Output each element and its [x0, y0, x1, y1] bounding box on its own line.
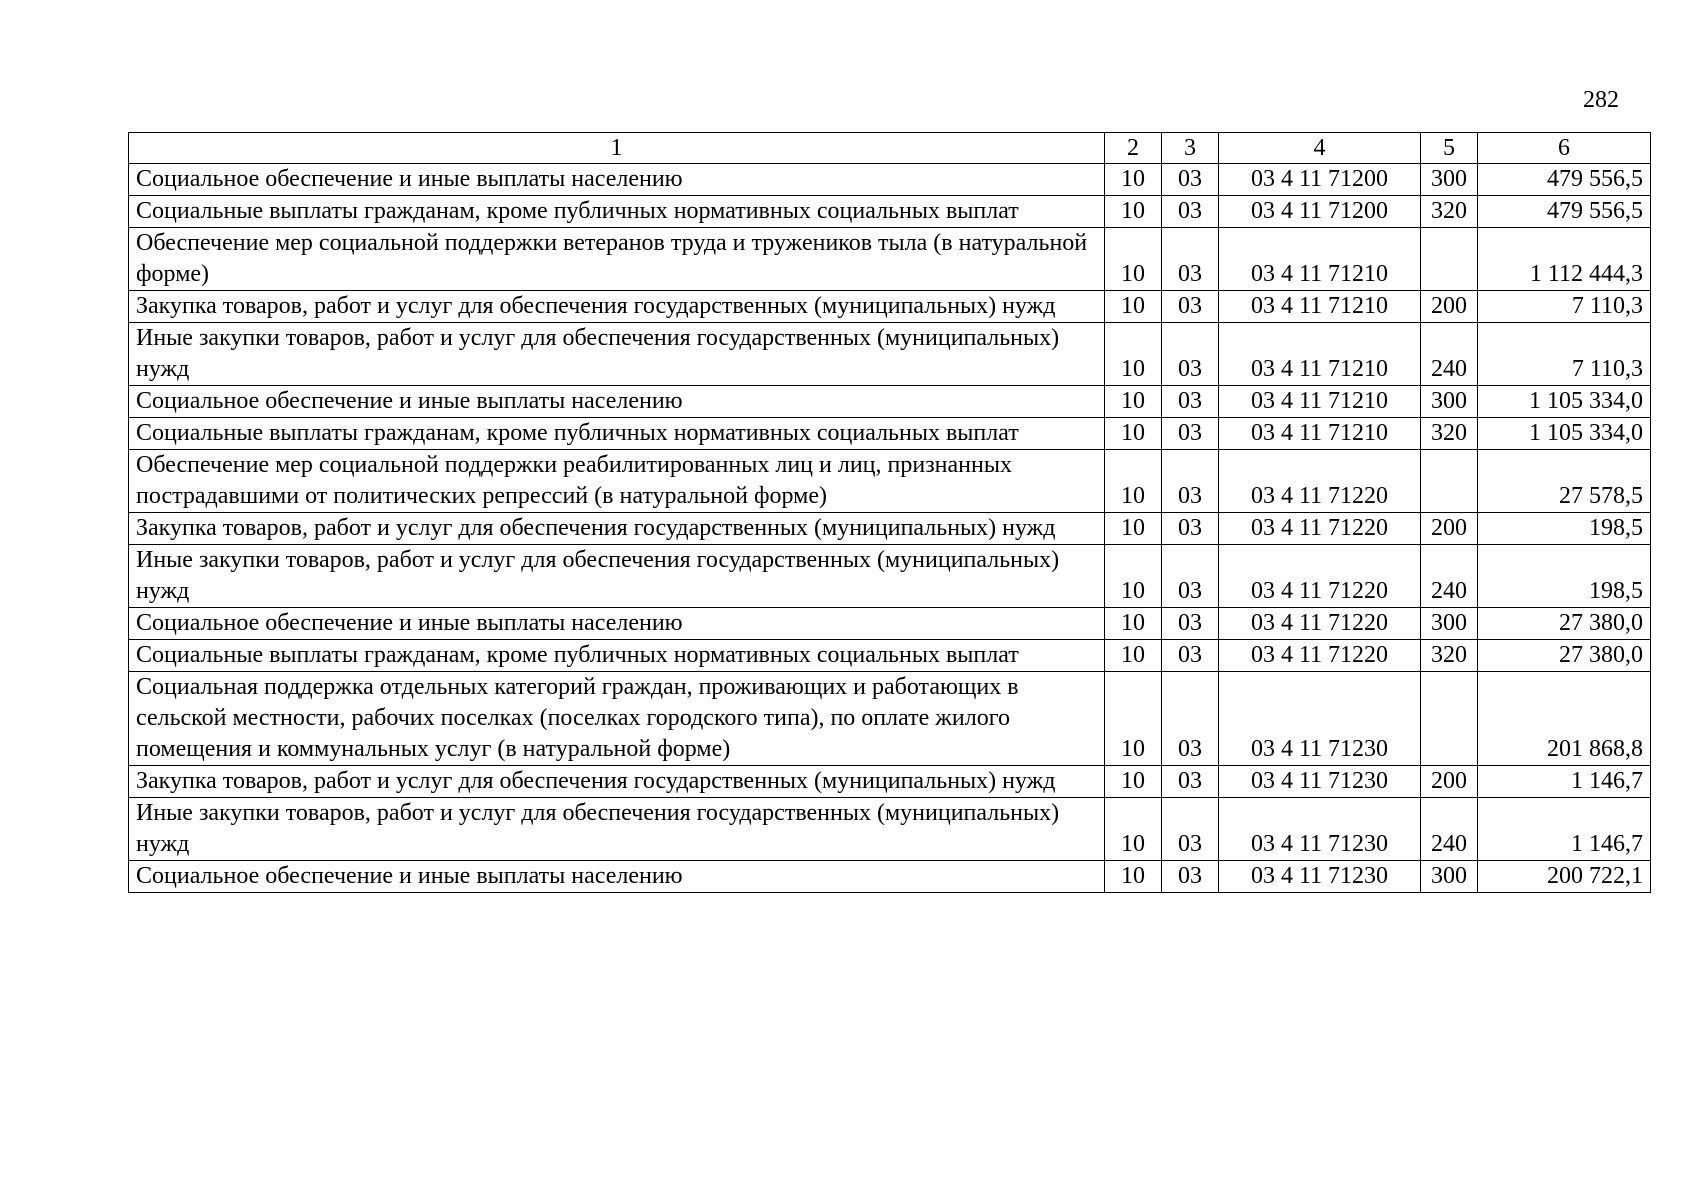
row-section: 10: [1105, 228, 1162, 291]
row-description: Социальное обеспечение и иные выплаты населению: [129, 861, 1105, 893]
row-target-article: 03 4 11 71220: [1219, 545, 1421, 608]
table-row: [129, 196, 1651, 228]
row-expense-type: 300: [1421, 608, 1478, 640]
row-section: 10: [1105, 861, 1162, 893]
column-header-5: 5: [1421, 133, 1478, 164]
table-row: [129, 386, 1651, 418]
row-amount: 7 110,3: [1478, 291, 1651, 323]
row-target-article: 03 4 11 71210: [1219, 418, 1421, 450]
row-subsection: 03: [1162, 386, 1219, 418]
row-description: Закупка товаров, работ и услуг для обеспечения государственных (муниципальных) нужд: [129, 513, 1105, 545]
column-header-3: 3: [1162, 133, 1219, 164]
row-target-article: 03 4 11 71230: [1219, 861, 1421, 893]
row-description: Закупка товаров, работ и услуг для обеспечения государственных (муниципальных) нужд: [129, 291, 1105, 323]
row-subsection: 03: [1162, 291, 1219, 323]
row-amount: 1 105 334,0: [1478, 418, 1651, 450]
row-target-article: 03 4 11 71200: [1219, 164, 1421, 196]
row-section: 10: [1105, 291, 1162, 323]
row-amount: 7 110,3: [1478, 323, 1651, 386]
row-section: 10: [1105, 513, 1162, 545]
row-section: 10: [1105, 798, 1162, 861]
table-body: [129, 164, 1651, 893]
table-row: [129, 608, 1651, 640]
table-row: [129, 640, 1651, 672]
row-target-article: 03 4 11 71200: [1219, 196, 1421, 228]
row-expense-type: [1421, 450, 1478, 513]
table-row: [129, 291, 1651, 323]
row-amount: 1 146,7: [1478, 766, 1651, 798]
row-expense-type: 240: [1421, 323, 1478, 386]
row-amount: 1 112 444,3: [1478, 228, 1651, 291]
row-description: Обеспечение мер социальной поддержки реабилитированных лиц и лиц, признанных пострадавшими от политических репрессий (в натуральной форме): [129, 450, 1105, 513]
table-row: [129, 450, 1651, 513]
row-amount: 200 722,1: [1478, 861, 1651, 893]
table-row: [129, 418, 1651, 450]
row-expense-type: 320: [1421, 640, 1478, 672]
row-subsection: 03: [1162, 513, 1219, 545]
row-section: 10: [1105, 766, 1162, 798]
table-row: [129, 228, 1651, 291]
row-subsection: 03: [1162, 608, 1219, 640]
row-subsection: 03: [1162, 861, 1219, 893]
row-expense-type: 320: [1421, 418, 1478, 450]
row-description: Социальные выплаты гражданам, кроме публичных нормативных социальных выплат: [129, 418, 1105, 450]
column-header-6: 6: [1478, 133, 1651, 164]
row-subsection: 03: [1162, 798, 1219, 861]
row-description: Иные закупки товаров, работ и услуг для обеспечения государственных (муниципальных) нужд: [129, 545, 1105, 608]
row-description: Закупка товаров, работ и услуг для обеспечения государственных (муниципальных) нужд: [129, 766, 1105, 798]
column-header-4: 4: [1219, 133, 1421, 164]
page-number: 282: [1583, 87, 1619, 113]
table-row: [129, 323, 1651, 386]
row-target-article: 03 4 11 71220: [1219, 640, 1421, 672]
row-expense-type: 300: [1421, 861, 1478, 893]
table-row: [129, 672, 1651, 766]
row-amount: 201 868,8: [1478, 672, 1651, 766]
column-header-1: 1: [129, 133, 1105, 164]
row-target-article: 03 4 11 71210: [1219, 291, 1421, 323]
row-section: 10: [1105, 418, 1162, 450]
row-subsection: 03: [1162, 418, 1219, 450]
row-section: 10: [1105, 386, 1162, 418]
row-section: 10: [1105, 450, 1162, 513]
table-row: [129, 798, 1651, 861]
row-subsection: 03: [1162, 640, 1219, 672]
row-target-article: 03 4 11 71230: [1219, 766, 1421, 798]
row-section: 10: [1105, 196, 1162, 228]
row-subsection: 03: [1162, 545, 1219, 608]
row-amount: 1 105 334,0: [1478, 386, 1651, 418]
row-target-article: 03 4 11 71210: [1219, 386, 1421, 418]
row-expense-type: [1421, 228, 1478, 291]
row-description: Обеспечение мер социальной поддержки ветеранов труда и тружеников тыла (в натуральной форме): [129, 228, 1105, 291]
table-row: [129, 861, 1651, 893]
row-subsection: 03: [1162, 323, 1219, 386]
table-row: [129, 766, 1651, 798]
row-description: Социальное обеспечение и иные выплаты населению: [129, 164, 1105, 196]
row-section: 10: [1105, 545, 1162, 608]
row-amount: 1 146,7: [1478, 798, 1651, 861]
table-row: [129, 545, 1651, 608]
row-subsection: 03: [1162, 766, 1219, 798]
row-subsection: 03: [1162, 228, 1219, 291]
row-subsection: 03: [1162, 164, 1219, 196]
row-subsection: 03: [1162, 450, 1219, 513]
row-target-article: 03 4 11 71230: [1219, 672, 1421, 766]
row-description: Социальная поддержка отдельных категорий граждан, проживающих и работающих в сельской местности, рабочих поселках (поселках городского типа), по оплате жилого помещения и коммунальных услуг (в натуральной форме): [129, 672, 1105, 766]
table-row: [129, 164, 1651, 196]
row-amount: 479 556,5: [1478, 164, 1651, 196]
row-description: Социальные выплаты гражданам, кроме публичных нормативных социальных выплат: [129, 196, 1105, 228]
row-description: Иные закупки товаров, работ и услуг для обеспечения государственных (муниципальных) нужд: [129, 798, 1105, 861]
budget-table: [128, 132, 1651, 893]
row-amount: 27 578,5: [1478, 450, 1651, 513]
row-target-article: 03 4 11 71220: [1219, 608, 1421, 640]
row-expense-type: 200: [1421, 513, 1478, 545]
row-section: 10: [1105, 672, 1162, 766]
row-target-article: 03 4 11 71220: [1219, 450, 1421, 513]
row-expense-type: 300: [1421, 386, 1478, 418]
table-row: [129, 513, 1651, 545]
row-expense-type: 300: [1421, 164, 1478, 196]
row-description: Иные закупки товаров, работ и услуг для обеспечения государственных (муниципальных) нужд: [129, 323, 1105, 386]
row-amount: 27 380,0: [1478, 640, 1651, 672]
row-expense-type: 240: [1421, 545, 1478, 608]
row-target-article: 03 4 11 71210: [1219, 228, 1421, 291]
row-section: 10: [1105, 323, 1162, 386]
table-header: [129, 133, 1651, 164]
header-row: [129, 133, 1651, 164]
row-amount: 198,5: [1478, 513, 1651, 545]
row-section: 10: [1105, 164, 1162, 196]
row-description: Социальное обеспечение и иные выплаты населению: [129, 608, 1105, 640]
row-target-article: 03 4 11 71210: [1219, 323, 1421, 386]
row-expense-type: 240: [1421, 798, 1478, 861]
row-amount: 27 380,0: [1478, 608, 1651, 640]
row-expense-type: 200: [1421, 291, 1478, 323]
row-section: 10: [1105, 640, 1162, 672]
row-subsection: 03: [1162, 196, 1219, 228]
column-header-2: 2: [1105, 133, 1162, 164]
row-target-article: 03 4 11 71220: [1219, 513, 1421, 545]
row-expense-type: 200: [1421, 766, 1478, 798]
row-subsection: 03: [1162, 672, 1219, 766]
row-expense-type: [1421, 672, 1478, 766]
row-amount: 479 556,5: [1478, 196, 1651, 228]
row-section: 10: [1105, 608, 1162, 640]
row-description: Социальные выплаты гражданам, кроме публичных нормативных социальных выплат: [129, 640, 1105, 672]
row-expense-type: 320: [1421, 196, 1478, 228]
row-target-article: 03 4 11 71230: [1219, 798, 1421, 861]
row-description: Социальное обеспечение и иные выплаты населению: [129, 386, 1105, 418]
row-amount: 198,5: [1478, 545, 1651, 608]
